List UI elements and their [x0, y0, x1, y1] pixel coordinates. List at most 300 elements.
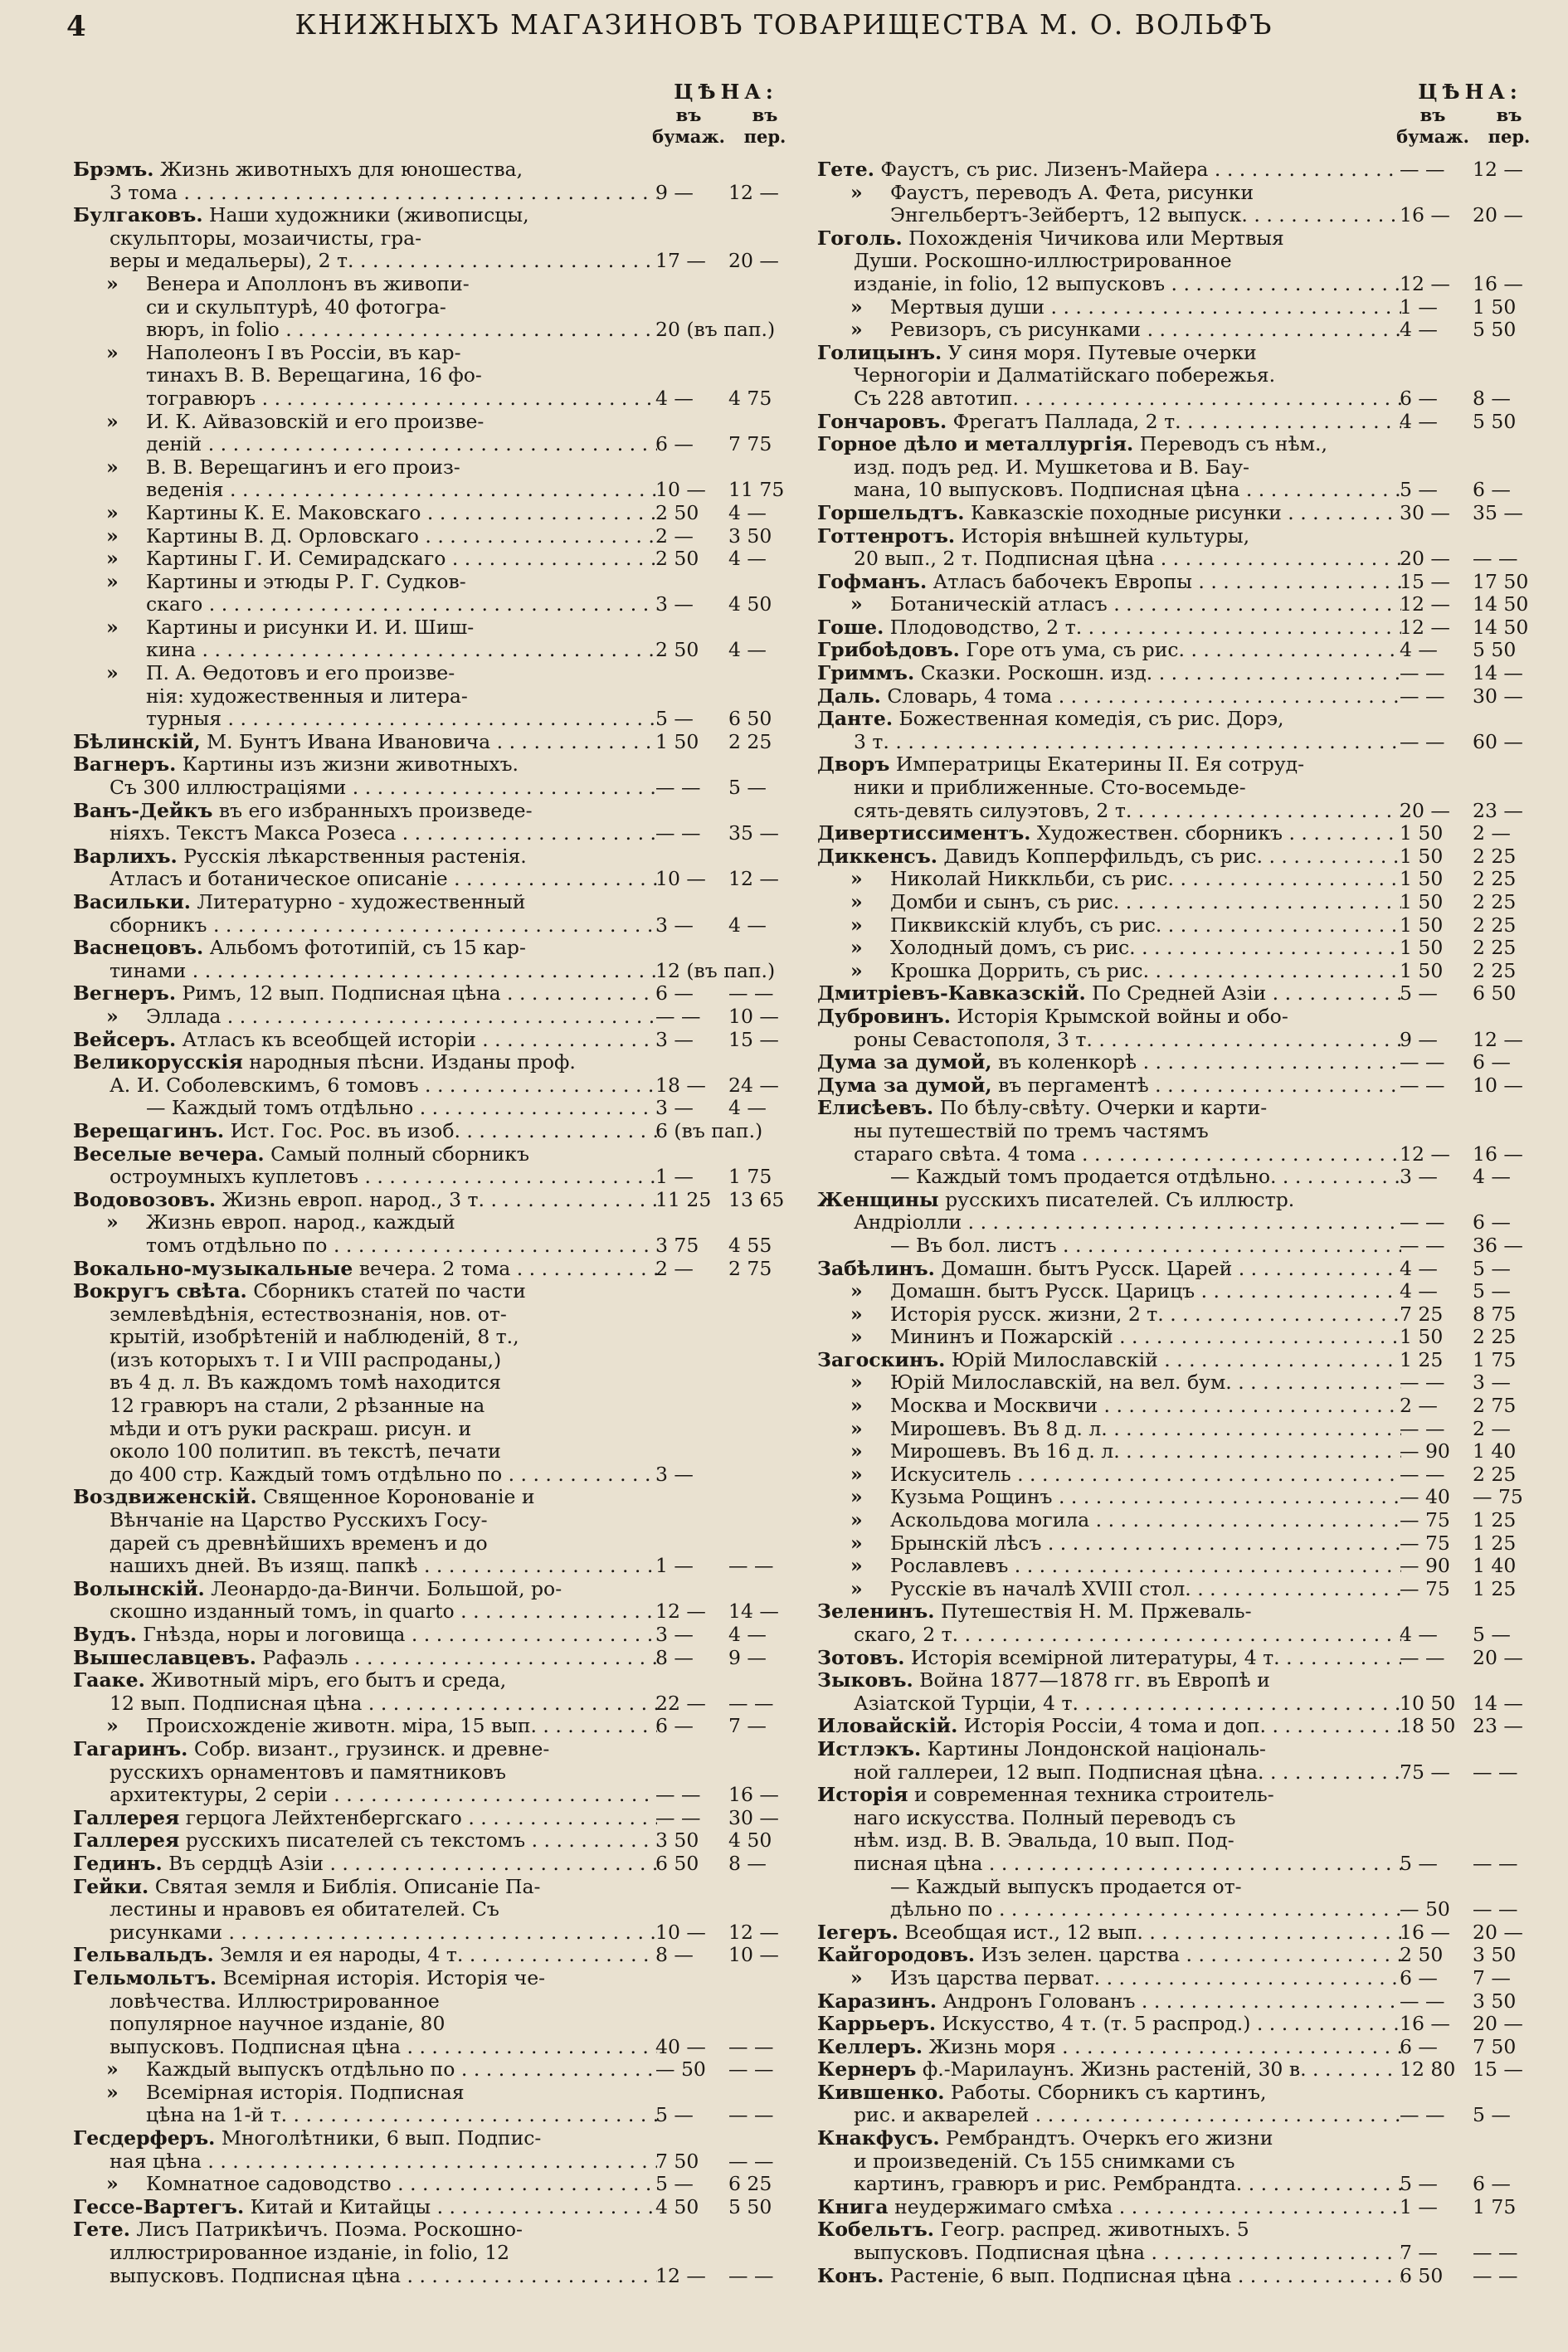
author-name: Вокально-музыкальные: [73, 1257, 353, 1280]
title-text: А. И. Соболевскимъ, 6 томовъ: [110, 1074, 419, 1097]
title-text: Мирошевъ. Въ 8 д. л.: [890, 1417, 1108, 1440]
title-text: Собр. визант., грузинск. и древне-: [193, 1737, 550, 1760]
title-text: Атласъ бабочекъ Европы: [933, 570, 1192, 593]
entry-line: [73, 845, 803, 869]
price-bound: 6 50: [728, 707, 772, 731]
entry-text: [73, 1647, 657, 1670]
ditto-mark: »: [850, 958, 863, 982]
price-bound: 8 —: [1473, 386, 1511, 410]
entry-line: [73, 753, 803, 777]
title-text: русскихъ орнаментовъ и памятниковъ: [110, 1760, 506, 1784]
entry-text: [73, 1280, 657, 1303]
entry-line: [73, 822, 803, 845]
price-paper: 4 —: [1400, 318, 1438, 342]
title-text: Венера и Аполлонъ въ живопи-: [146, 272, 470, 295]
price-paper: 1 50: [1400, 913, 1444, 937]
ditto-mark: »: [850, 936, 863, 960]
price-paper: 7 —: [1400, 2241, 1438, 2265]
price-paper: — —: [1400, 158, 1445, 181]
paper-price-header: въ бумаж.: [1396, 105, 1469, 147]
title-text: 12 гравюръ на стали, 2 рѣзанные на: [110, 1395, 485, 1418]
price-bound: 30 —: [728, 1805, 779, 1829]
author-name: Зыковъ.: [817, 1669, 913, 1692]
price-bound: 15 —: [1473, 2057, 1523, 2082]
title-text: Горе отъ ума, съ рис.: [966, 639, 1186, 662]
entry-line: [817, 753, 1547, 777]
title-text: Холодный домъ, съ рис.: [890, 937, 1136, 960]
price-bound: — —: [1473, 547, 1518, 571]
ditto-mark: »: [106, 1714, 119, 1738]
entry-line: [73, 800, 803, 823]
title-text: скошно изданный томъ, in quarto: [110, 1600, 455, 1624]
price-bound: 5 —: [728, 776, 767, 800]
entry-text: [73, 1189, 657, 1212]
price-bound: 1 75: [1473, 2194, 1517, 2218]
price-paper: 8 —: [655, 1943, 694, 1967]
title-text: остроумныхъ куплетовъ: [110, 1166, 358, 1189]
ditto-mark: »: [850, 295, 863, 319]
catalog-entry: [817, 2082, 1547, 2127]
title-text: Путешествія Н. М. Пржеваль-: [940, 1600, 1252, 1624]
entry-text: [817, 639, 1401, 662]
price-bound: 5 50: [1473, 409, 1517, 433]
price-bound: 4 —: [728, 547, 767, 571]
entry-text: [817, 2127, 1401, 2150]
title-text: Работы. Сборникъ съ картинъ,: [950, 2081, 1267, 2104]
entry-line: [817, 1326, 1547, 1349]
author-name: Верещагинъ.: [73, 1119, 225, 1142]
entry-text: [146, 387, 657, 411]
title-text: Самый полный сборникъ: [270, 1142, 529, 1166]
entry-text: [817, 227, 1401, 251]
title-text: Ботаническій атласъ: [890, 593, 1108, 616]
catalog-entry: [817, 2265, 1547, 2288]
entry-text: [146, 364, 657, 387]
price-bound: 8 —: [728, 1851, 767, 1875]
title-text: герцога Лейхтенбергскаго: [185, 1806, 462, 1829]
entry-line: [73, 2150, 803, 2174]
entry-text: [854, 1624, 1401, 1647]
title-text: Многолѣтники, 6 вып. Подпис-: [221, 2127, 542, 2150]
price-bound: 4 75: [728, 386, 772, 410]
author-name: Вудъ.: [73, 1624, 137, 1646]
author-name: Гессе-Вартегъ.: [73, 2195, 245, 2218]
title-text: Похожденія Чичикова или Мертвыя: [908, 226, 1284, 250]
running-title: КНИЖНЫХЪ МАГАЗИНОВЪ ТОВАРИЩЕСТВА М. О. ВОЛЬФЪ: [295, 8, 1273, 41]
title-text: Аскольдова могила: [890, 1509, 1090, 1532]
catalog-entry: [817, 753, 1547, 822]
catalog-entry: [817, 1876, 1547, 1921]
entry-text: [854, 1029, 1401, 1052]
entry-text: [110, 777, 657, 800]
entry-line: [73, 2265, 803, 2288]
entry-text: [146, 593, 657, 616]
entry-line: [73, 433, 803, 456]
title-text: роны Севастополя, 3 т.: [854, 1028, 1093, 1051]
entry-line: [817, 1280, 1547, 1303]
entry-line: [73, 1280, 803, 1303]
entry-text: [817, 1944, 1401, 1967]
ditto-mark: »: [106, 615, 119, 639]
price-bound: — —: [1473, 1760, 1518, 1784]
author-name: Гейки.: [73, 1875, 149, 1898]
price-bound: — —: [728, 1554, 774, 1578]
catalog-entry: [817, 960, 1547, 983]
title-text: изданіе, in folio, 12 выпусковъ: [854, 272, 1166, 295]
entry-text: [73, 1120, 657, 1143]
entry-text: [73, 2218, 657, 2242]
ditto-mark: »: [106, 661, 119, 685]
entry-line: [73, 1807, 803, 1830]
entry-line: [73, 364, 803, 387]
entry-line: [817, 364, 1547, 387]
catalog-entry: [817, 1578, 1547, 1601]
title-text: Божественная комедія, съ рис. Дорэ,: [898, 708, 1284, 731]
entry-line: [73, 1418, 803, 1441]
price-paper: 8 —: [655, 1645, 694, 1669]
price-bound: 20 —: [1473, 1920, 1523, 1944]
price-bound: 5 50: [728, 2194, 772, 2218]
price-bound: 12 —: [1473, 158, 1523, 181]
right-column: [817, 80, 1547, 2287]
title-text: Всеобщая ист., 12 вып.: [904, 1921, 1143, 1944]
price-paper: — —: [1400, 729, 1445, 753]
entry-line: [817, 2058, 1547, 2082]
title-text: Азіатской Турціи, 4 т.: [854, 1692, 1079, 1715]
catalog-entry: [73, 800, 803, 845]
entry-text: [854, 2173, 1401, 2196]
ditto-mark: »: [850, 1462, 863, 1486]
entry-text: [817, 1051, 1401, 1074]
entry-line: [817, 731, 1547, 754]
entry-text: [854, 1807, 1401, 1830]
price-bound: 4 —: [728, 1623, 767, 1646]
right-entries: [817, 158, 1547, 2287]
price-paper: — —: [655, 1805, 701, 1829]
catalog-entry: [73, 753, 803, 799]
price-paper: 16 —: [1400, 2012, 1450, 2036]
entry-line: [73, 1555, 803, 1578]
entry-line: [73, 2196, 803, 2219]
title-text: изд. подъ ред. И. Мушкетова и В. Бау-: [854, 455, 1249, 479]
ditto-mark: »: [850, 1485, 863, 1509]
title-text: Фрегатъ Паллада, 2 т.: [952, 410, 1181, 433]
entry-line: [73, 982, 803, 1006]
title-text: Китай и Китайцы: [250, 2195, 431, 2218]
entry-line: [817, 1006, 1547, 1029]
price-paper: 12 80: [1400, 2057, 1456, 2082]
entry-text: [73, 937, 657, 960]
title-text: томъ отдѣльно по: [146, 1234, 328, 1257]
price-bound: 2 75: [1473, 1394, 1517, 1418]
catalog-entry: [817, 2036, 1547, 2059]
entry-line: [73, 1349, 803, 1372]
price-paper: 5 —: [1400, 981, 1438, 1006]
author-name: Кнакфусъ.: [817, 2127, 940, 2150]
entry-line: [817, 1921, 1547, 1945]
paper-price-header: въ бумаж.: [652, 105, 725, 147]
entry-line: [817, 2150, 1547, 2174]
entry-line: [73, 2104, 803, 2127]
entry-line: [817, 1876, 1547, 1899]
title-text: ны путешествій по тремъ частямъ: [854, 1119, 1209, 1142]
price-paper: — —: [1400, 1050, 1445, 1074]
entry-text: [854, 800, 1401, 823]
title-text: Ист. Гос. Рос. въ изоб.: [230, 1119, 460, 1142]
price-bound: 4 —: [728, 500, 767, 524]
catalog-entry: [73, 982, 803, 1006]
catalog-entry: [817, 525, 1547, 571]
price-bound: 10 —: [1473, 1073, 1523, 1097]
title-text: 3 т.: [854, 730, 889, 753]
price-bound: 1 50: [1473, 295, 1517, 319]
entry-line: [817, 2036, 1547, 2059]
author-name: Книга: [817, 2195, 889, 2218]
entry-text: [73, 1258, 657, 1281]
entry-line: [817, 1600, 1547, 1624]
price-paper: 3 —: [655, 913, 694, 937]
catalog-entry: [817, 1784, 1547, 1875]
catalog-entry: [817, 845, 1547, 869]
price-bound: — —: [1473, 1897, 1518, 1921]
price-paper: 4 50: [655, 2194, 699, 2218]
price-paper: 3 —: [655, 592, 694, 616]
price-bound: 1 25: [1473, 1531, 1517, 1555]
catalog-entry: [817, 1189, 1547, 1234]
entry-text: [73, 1051, 657, 1074]
title-text: ной галлереи, 12 вып. Подписная цѣна.: [854, 1760, 1264, 1784]
catalog-entry: [817, 342, 1547, 411]
title-text: Съ 300 иллюстраціями: [110, 777, 347, 800]
entry-text: [817, 342, 1401, 365]
left-column: [73, 80, 803, 2287]
price-paper: 1 —: [655, 1554, 694, 1578]
title-text: Исторія русск. жизни, 2 т.: [890, 1303, 1164, 1326]
price-paper: 10 —: [655, 867, 706, 891]
price-label: ЦѢНА:: [1418, 80, 1522, 104]
title-text: Жизнь европ. народ., 3 т.: [222, 1188, 485, 1211]
author-name: Конъ.: [817, 2264, 884, 2287]
entry-line: [817, 1555, 1547, 1578]
price-paper: — 75: [1400, 1576, 1450, 1600]
price-bound: 6 —: [1473, 2172, 1511, 2196]
entry-text: [73, 891, 657, 914]
title-text: Картины В. Д. Орловскаго: [146, 524, 419, 548]
price-paper: 9 —: [1400, 1027, 1438, 1051]
ditto-mark: »: [850, 1554, 863, 1578]
entry-line: [73, 777, 803, 800]
entry-line: [73, 1715, 803, 1738]
title-text: скаго, 2 т.: [854, 1624, 959, 1646]
entry-line: [73, 411, 803, 434]
title-text: Наполеонъ I въ Россіи, въ кар-: [146, 341, 461, 364]
entry-line: [817, 822, 1547, 845]
entry-text: [854, 364, 1401, 387]
price-bound: 1 75: [1473, 1347, 1517, 1371]
entry-text: [73, 204, 657, 227]
entry-line: [73, 1463, 803, 1487]
title-text: Брынскій лѣсъ: [890, 1531, 1042, 1555]
title-text: По бѣлу-свѣту. Очерки и карти-: [939, 1097, 1268, 1120]
entry-text: [890, 182, 1401, 205]
entry-line: [73, 937, 803, 960]
entry-line: [817, 1532, 1547, 1556]
ditto-mark: »: [850, 592, 863, 616]
price-paper: 5 —: [1400, 1851, 1438, 1875]
title-text: въ пергаментѣ: [998, 1074, 1149, 1097]
price-paper: — —: [655, 1783, 701, 1807]
catalog-entry: [73, 1669, 803, 1715]
price-bound: 6 50: [1473, 981, 1517, 1006]
price-bound: 4 50: [728, 592, 772, 616]
price-paper: 1 —: [1400, 2194, 1438, 2218]
entry-text: [890, 891, 1401, 914]
price-bound: 60 —: [1473, 729, 1523, 753]
entry-text: [73, 1486, 657, 1509]
title-text: — Каждый выпускъ продается от-: [890, 1875, 1242, 1898]
ditto-mark: »: [106, 2057, 119, 2082]
entry-line: [817, 1463, 1547, 1487]
ditto-mark: »: [850, 318, 863, 342]
entry-line: [73, 1371, 803, 1395]
entry-text: [890, 204, 1401, 227]
author-name: Кобельтъ.: [817, 2218, 934, 2242]
title-text: ловѣчества. Иллюстрированное: [110, 1989, 440, 2013]
catalog-entry: [817, 411, 1547, 434]
price-bound: 2 —: [1473, 1416, 1511, 1440]
price-paper: 20 —: [1400, 798, 1450, 822]
entry-line: [73, 1486, 803, 1509]
ditto-mark: »: [106, 1210, 119, 1234]
price-bound: 1 75: [728, 1165, 772, 1189]
catalog-entry: [817, 891, 1547, 914]
entry-line: [73, 1578, 803, 1601]
author-name: Гете.: [817, 158, 874, 181]
price-bound: 10 —: [728, 1943, 779, 1967]
entry-line: [73, 250, 803, 273]
price-paper: 2 50: [655, 638, 699, 662]
author-name: Гельвальдъ.: [73, 1944, 214, 1967]
entry-text: [854, 1120, 1401, 1143]
title-text: Крошка Доррить, съ рис.: [890, 959, 1150, 982]
title-text: Жизнь европ. народ., каждый: [146, 1211, 455, 1234]
entry-text: [110, 1074, 657, 1098]
entry-text: [890, 1395, 1401, 1418]
price-paper: 12 —: [1400, 592, 1450, 616]
entry-line: [817, 1944, 1547, 1967]
price-bound: — —: [728, 2057, 774, 2082]
catalog-entry: [73, 1006, 803, 1029]
entry-line: [817, 1853, 1547, 1876]
title-text: Фаустъ, переводъ А. Фета, рисунки: [890, 181, 1254, 204]
entry-line: [73, 1440, 803, 1463]
title-text: мѣди и отъ руки раскраш. рисун. и: [110, 1417, 472, 1440]
author-name: Гете.: [73, 2218, 130, 2242]
author-name: Данте.: [817, 708, 894, 731]
author-name: Васнецовъ.: [73, 937, 204, 960]
entry-text: [890, 593, 1401, 616]
price-bound: 14 —: [728, 1600, 779, 1624]
price-paper: — —: [655, 821, 701, 845]
author-name: Грибоѣдовъ.: [817, 639, 960, 662]
entry-text: [890, 1326, 1401, 1349]
entry-line: [73, 1692, 803, 1716]
title-text: Кавказскіе походные рисунки: [970, 501, 1282, 524]
price-bound: 20 —: [1473, 203, 1523, 227]
entry-text: [73, 2127, 657, 2150]
title-text: вюръ, in folio: [146, 319, 280, 342]
title-text: Николай Никкльби, съ рис.: [890, 868, 1174, 891]
catalog-entry: [817, 1647, 1547, 1670]
title-text: Изъ царства перват.: [890, 1966, 1101, 1989]
entry-text: [110, 1371, 657, 1395]
entry-text: [146, 342, 657, 365]
catalog-entry: [817, 1074, 1547, 1098]
ditto-mark: »: [850, 1394, 863, 1418]
entry-text: [817, 1189, 1401, 1212]
author-name: Булгаковъ.: [73, 204, 203, 227]
entry-line: [817, 387, 1547, 411]
entry-line: [73, 342, 803, 365]
title-text: Вѣнчаніе на Царство Русскихъ Госу-: [110, 1509, 488, 1532]
catalog-entry: [73, 1189, 803, 1212]
title-text: Леонардо-да-Винчи. Большой, ро-: [211, 1577, 562, 1600]
title-text: Сказки. Роскошн. изд.: [920, 662, 1153, 685]
entry-line: [817, 1258, 1547, 1281]
catalog-entry: [73, 1715, 803, 1738]
catalog-entry: [817, 227, 1547, 296]
entry-text: [110, 1418, 657, 1441]
entry-text: [73, 1738, 657, 1761]
catalog-entry: [817, 1166, 1547, 1189]
entry-text: [146, 685, 657, 709]
title-text: — Въ бол. листъ: [890, 1234, 1057, 1257]
catalog-entry: [817, 1371, 1547, 1395]
entry-line: [73, 1600, 803, 1624]
entry-text: [890, 914, 1401, 937]
title-text: тинами: [110, 959, 187, 982]
ditto-mark: »: [850, 1416, 863, 1440]
entry-line: [73, 1990, 803, 2014]
catalog-entry: [817, 1967, 1547, 1990]
price-paper: — 40: [1400, 1485, 1450, 1509]
catalog-entry: [73, 1967, 803, 2058]
author-name: Воздвиженскій.: [73, 1486, 257, 1509]
entry-line: [817, 2218, 1547, 2242]
catalog-entry: [817, 433, 1547, 502]
author-name: Варлихъ.: [73, 845, 178, 868]
price-paper: 6 —: [655, 981, 694, 1006]
entry-line: [817, 319, 1547, 342]
entry-line: [817, 937, 1547, 960]
title-text: выпусковъ. Подписная цѣна: [854, 2242, 1146, 2265]
entry-line: [73, 868, 803, 891]
price-paper: — 90: [1400, 1554, 1450, 1578]
author-name: Вейсеръ.: [73, 1028, 177, 1051]
entry-text: [817, 1258, 1401, 1281]
entry-text: [817, 2036, 1401, 2059]
catalog-entry: [817, 296, 1547, 319]
title-text: Домашн. бытъ Русск. Царей: [941, 1257, 1233, 1280]
price-paper: 75 —: [1400, 1760, 1450, 1784]
catalog-entry: [73, 662, 803, 731]
price-bound: 20 —: [728, 249, 779, 273]
entry-line: [817, 296, 1547, 319]
ditto-mark: »: [850, 1371, 863, 1395]
entry-line: [817, 1669, 1547, 1692]
entry-text: [110, 914, 657, 937]
price-paper: — —: [1400, 684, 1445, 708]
